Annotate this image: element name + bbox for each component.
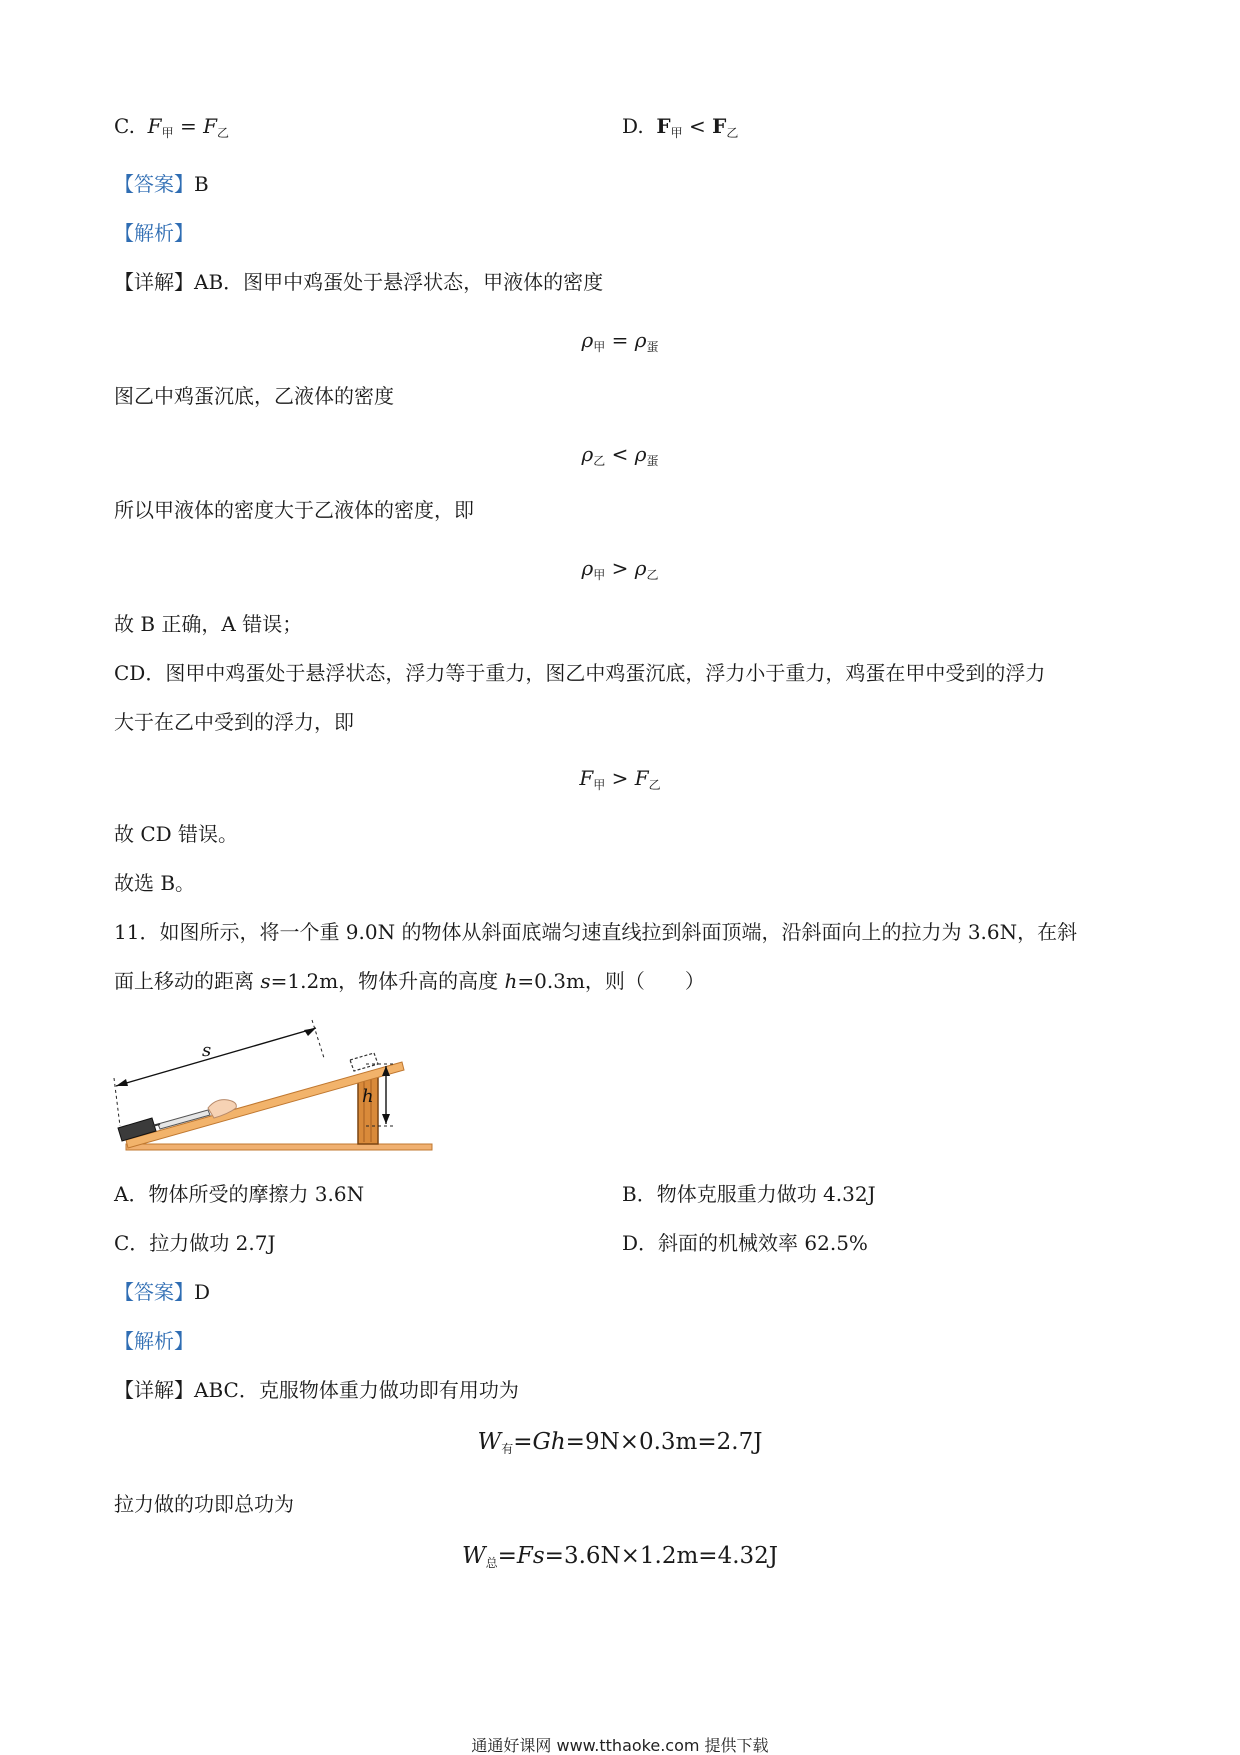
option-d: D．斜面的机械效率 62.5% xyxy=(622,1231,868,1255)
block-top-outline xyxy=(350,1053,378,1071)
question-stem: 面上移动的距离 s=1.2m，物体升高的高度 h=0.3m，则（ ） xyxy=(114,969,705,993)
option-d: D. $F_甲 < F_乙$ xyxy=(622,114,739,140)
detail-paragraph: 故 B 正确，A 错误； xyxy=(114,612,303,636)
option-b: B．物体克服重力做功 4.32J xyxy=(622,1182,876,1206)
detail-paragraph: 故 CD 错误。 xyxy=(114,822,239,846)
analysis-tag: 【解析】 xyxy=(114,221,194,245)
s-label: s xyxy=(202,1040,212,1061)
answer-line xyxy=(114,1278,210,1306)
footer-text: 通通好课网 www.tthaoke.com 提供下载 xyxy=(471,1736,769,1755)
answer-value: B xyxy=(194,172,209,196)
answer-tag: 【答案】 xyxy=(114,1280,194,1304)
option-a: A．物体所受的摩擦力 3.6N xyxy=(114,1182,365,1206)
incline-figure xyxy=(112,1018,442,1158)
option-c: C．拉力做功 2.7J xyxy=(114,1231,276,1255)
detail-paragraph: 图乙中鸡蛋沉底，乙液体的密度 xyxy=(114,384,394,408)
analysis-tag: 【解析】 xyxy=(114,1329,194,1353)
detail-paragraph: CD．图甲中鸡蛋处于悬浮状态，浮力等于重力，图乙中鸡蛋沉底，浮力小于重力，鸡蛋在甲中受到的浮力 xyxy=(114,661,1046,685)
detail-paragraph: 所以甲液体的密度大于乙液体的密度，即 xyxy=(114,498,474,522)
detail-paragraph: 故选 B。 xyxy=(114,871,196,895)
formula-density-3: $\rho_甲 > \rho_乙$ xyxy=(581,556,659,582)
formula-useful-work: $W_有=Gh=9N\times 0.3m=2.7J$ xyxy=(477,1429,763,1456)
formula-density-1: $\rho_甲 = \rho_蛋$ xyxy=(581,328,659,354)
detail-paragraph: 大于在乙中受到的浮力，即 xyxy=(114,710,354,734)
formula-density-2: $\rho_乙 < \rho_蛋$ xyxy=(581,442,659,468)
answer-line xyxy=(114,170,209,198)
answer-value: D xyxy=(194,1280,211,1304)
answer-tag: 【答案】 xyxy=(114,172,194,196)
detail-paragraph: 拉力做的功即总功为 xyxy=(114,1492,294,1516)
s-arrow xyxy=(116,1028,316,1086)
h-label: h xyxy=(362,1086,374,1107)
question-stem: 11．如图所示，将一个重 9.0N 的物体从斜面底端匀速直线拉到斜面顶端，沿斜面向上的拉力为 3.6N，在斜 xyxy=(114,920,1078,944)
detail-paragraph: 【详解】ABC．克服物体重力做功即有用功为 xyxy=(114,1378,519,1402)
ground-plank xyxy=(126,1144,432,1150)
formula-total-work: $W_总=Fs=3.6N\times 1.2m=4.32J$ xyxy=(461,1543,779,1570)
formula-buoyancy: $F_甲 > F_乙$ xyxy=(579,766,661,792)
detail-paragraph: 【详解】AB．图甲中鸡蛋处于悬浮状态，甲液体的密度 xyxy=(114,270,604,294)
option-c: C. $F_甲 = F_乙$ xyxy=(114,114,229,140)
